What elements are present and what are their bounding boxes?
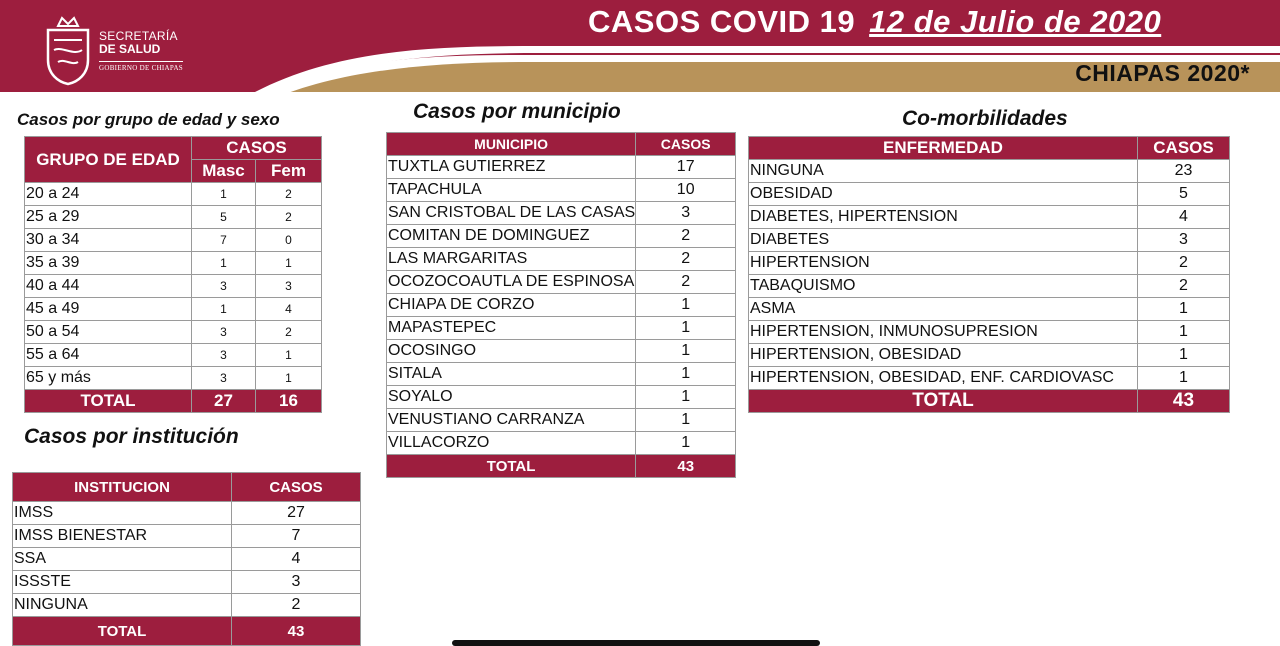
table-row xyxy=(25,344,322,367)
table-row xyxy=(749,275,1230,298)
municipio-name-cell: LAS MARGARITAS xyxy=(387,248,636,271)
table-row xyxy=(749,298,1230,321)
municipio-name-cell: SAN CRISTOBAL DE LAS CASAS xyxy=(387,202,636,225)
table-row xyxy=(13,548,361,571)
table-row xyxy=(13,571,361,594)
comorbilidades-table xyxy=(748,136,1230,413)
institucion-name-cell: IMSS BIENESTAR xyxy=(13,525,232,548)
table-row xyxy=(387,340,736,363)
table-row xyxy=(749,183,1230,206)
masc-cell: 7 xyxy=(192,229,256,252)
municipio-name-cell: VILLACORZO xyxy=(387,432,636,455)
cases-cell: 27 xyxy=(232,502,361,525)
cases-cell: 1 xyxy=(636,317,736,340)
enfermedad-name-cell: DIABETES xyxy=(749,229,1138,252)
col-institucion: INSTITUCION xyxy=(13,473,232,502)
table-row xyxy=(749,160,1230,183)
table-row xyxy=(13,525,361,548)
table-row xyxy=(13,502,361,525)
cases-cell: 17 xyxy=(636,156,736,179)
fem-cell: 2 xyxy=(256,321,322,344)
age-group-cell: 25 a 29 xyxy=(25,206,192,229)
cases-cell: 10 xyxy=(636,179,736,202)
enfermedad-name-cell: TABAQUISMO xyxy=(749,275,1138,298)
fem-cell: 4 xyxy=(256,298,322,321)
comorbilidades-total-label: TOTAL xyxy=(749,390,1138,413)
comorbilidades-total: 43 xyxy=(1138,390,1230,413)
col-masc: Masc xyxy=(192,160,256,183)
municipio-name-cell: VENUSTIANO CARRANZA xyxy=(387,409,636,432)
cases-cell: 7 xyxy=(232,525,361,548)
age-group-cell: 30 a 34 xyxy=(25,229,192,252)
table-row xyxy=(25,229,322,252)
col-age-group: GRUPO DE EDAD xyxy=(25,137,192,183)
title-text: CASOS COVID 19 xyxy=(588,4,856,39)
masc-cell: 1 xyxy=(192,183,256,206)
municipio-total-label: TOTAL xyxy=(387,455,636,478)
age-group-cell: 20 a 24 xyxy=(25,183,192,206)
enfermedad-name-cell: NINGUNA xyxy=(749,160,1138,183)
age-total-row xyxy=(25,390,322,413)
comorbilidades-heading: Co-morbilidades xyxy=(902,107,1068,130)
municipio-heading: Casos por municipio xyxy=(413,100,621,123)
cases-cell: 1 xyxy=(1138,298,1230,321)
institucion-table xyxy=(12,472,361,646)
age-total-masc: 27 xyxy=(192,390,256,413)
table-row xyxy=(387,179,736,202)
table-row xyxy=(749,344,1230,367)
municipio-name-cell: TAPACHULA xyxy=(387,179,636,202)
col-enfermedad: ENFERMEDAD xyxy=(749,137,1138,160)
municipio-name-cell: MAPASTEPEC xyxy=(387,317,636,340)
col-municipio: MUNICIPIO xyxy=(387,133,636,156)
table-row xyxy=(749,229,1230,252)
cases-cell: 1 xyxy=(636,340,736,363)
table-row xyxy=(25,298,322,321)
table-row xyxy=(749,321,1230,344)
table-row xyxy=(749,206,1230,229)
cases-cell: 3 xyxy=(1138,229,1230,252)
municipio-name-cell: CHIAPA DE CORZO xyxy=(387,294,636,317)
cases-cell: 3 xyxy=(636,202,736,225)
age-total-label: TOTAL xyxy=(25,390,192,413)
age-group-cell: 55 a 64 xyxy=(25,344,192,367)
table-row xyxy=(25,252,322,275)
age-sex-table xyxy=(24,136,322,413)
enfermedad-name-cell: HIPERTENSION, OBESIDAD xyxy=(749,344,1138,367)
col-municipio-cases: CASOS xyxy=(636,133,736,156)
enfermedad-name-cell: DIABETES, HIPERTENSION xyxy=(749,206,1138,229)
col-fem: Fem xyxy=(256,160,322,183)
page-subtitle: CHIAPAS 2020* xyxy=(1075,60,1250,86)
table-row xyxy=(25,183,322,206)
institucion-name-cell: SSA xyxy=(13,548,232,571)
table-row xyxy=(387,317,736,340)
comorbilidades-total-row xyxy=(749,390,1230,413)
header-banner xyxy=(0,0,1280,100)
cases-cell: 1 xyxy=(1138,321,1230,344)
cases-cell: 1 xyxy=(636,363,736,386)
table-row xyxy=(387,202,736,225)
table-row xyxy=(387,225,736,248)
age-total-fem: 16 xyxy=(256,390,322,413)
enfermedad-name-cell: HIPERTENSION, INMUNOSUPRESION xyxy=(749,321,1138,344)
age-sex-heading: Casos por grupo de edad y sexo xyxy=(17,110,280,129)
shield-logo-icon xyxy=(44,16,92,86)
table-row xyxy=(749,367,1230,390)
municipio-name-cell: OCOSINGO xyxy=(387,340,636,363)
municipio-table xyxy=(386,132,736,478)
institucion-total-label: TOTAL xyxy=(13,617,232,646)
table-row xyxy=(25,206,322,229)
cases-cell: 2 xyxy=(232,594,361,617)
logo-line1: SECRETARÍA xyxy=(99,29,178,43)
col-enfermedad-cases: CASOS xyxy=(1138,137,1230,160)
institucion-name-cell: ISSSTE xyxy=(13,571,232,594)
table-row xyxy=(25,275,322,298)
masc-cell: 3 xyxy=(192,367,256,390)
table-row xyxy=(387,409,736,432)
masc-cell: 3 xyxy=(192,275,256,298)
table-row xyxy=(387,386,736,409)
masc-cell: 3 xyxy=(192,344,256,367)
fem-cell: 1 xyxy=(256,344,322,367)
fem-cell: 0 xyxy=(256,229,322,252)
cases-cell: 2 xyxy=(1138,252,1230,275)
logo-line3: GOBIERNO DE CHIAPAS xyxy=(99,61,183,72)
col-cases: CASOS xyxy=(192,137,322,160)
table-row xyxy=(25,321,322,344)
cases-cell: 1 xyxy=(636,294,736,317)
table-row xyxy=(387,432,736,455)
cases-cell: 1 xyxy=(1138,367,1230,390)
cases-cell: 1 xyxy=(636,409,736,432)
municipio-name-cell: COMITAN DE DOMINGUEZ xyxy=(387,225,636,248)
col-institucion-cases: CASOS xyxy=(232,473,361,502)
table-row xyxy=(387,294,736,317)
logo-text xyxy=(99,30,183,73)
table-row xyxy=(387,271,736,294)
cases-cell: 1 xyxy=(1138,344,1230,367)
municipio-total-row xyxy=(387,455,736,478)
municipio-name-cell: TUXTLA GUTIERREZ xyxy=(387,156,636,179)
fem-cell: 1 xyxy=(256,252,322,275)
institucion-name-cell: IMSS xyxy=(13,502,232,525)
table-row xyxy=(387,363,736,386)
fem-cell: 3 xyxy=(256,275,322,298)
table-row xyxy=(387,248,736,271)
institucion-heading: Casos por institución xyxy=(24,425,239,448)
fem-cell: 1 xyxy=(256,367,322,390)
institucion-name-cell: NINGUNA xyxy=(13,594,232,617)
cases-cell: 5 xyxy=(1138,183,1230,206)
page-title xyxy=(588,4,1161,40)
municipio-name-cell: SITALA xyxy=(387,363,636,386)
masc-cell: 1 xyxy=(192,252,256,275)
bottom-scroll-bar xyxy=(452,640,820,646)
age-group-cell: 45 a 49 xyxy=(25,298,192,321)
enfermedad-name-cell: ASMA xyxy=(749,298,1138,321)
table-row xyxy=(749,252,1230,275)
table-row xyxy=(13,594,361,617)
municipio-name-cell: OCOZOCOAUTLA DE ESPINOSA xyxy=(387,271,636,294)
municipio-name-cell: SOYALO xyxy=(387,386,636,409)
masc-cell: 5 xyxy=(192,206,256,229)
enfermedad-name-cell: OBESIDAD xyxy=(749,183,1138,206)
title-date: 12 de Julio de 2020 xyxy=(869,4,1162,39)
cases-cell: 2 xyxy=(636,271,736,294)
cases-cell: 4 xyxy=(232,548,361,571)
cases-cell: 3 xyxy=(232,571,361,594)
age-group-cell: 40 a 44 xyxy=(25,275,192,298)
age-group-cell: 50 a 54 xyxy=(25,321,192,344)
municipio-total: 43 xyxy=(636,455,736,478)
age-group-cell: 35 a 39 xyxy=(25,252,192,275)
logo-line2: DE SALUD xyxy=(99,41,161,56)
masc-cell: 1 xyxy=(192,298,256,321)
fem-cell: 2 xyxy=(256,183,322,206)
cases-cell: 2 xyxy=(636,248,736,271)
table-row xyxy=(25,367,322,390)
age-group-cell: 65 y más xyxy=(25,367,192,390)
institucion-total: 43 xyxy=(232,617,361,646)
enfermedad-name-cell: HIPERTENSION xyxy=(749,252,1138,275)
fem-cell: 2 xyxy=(256,206,322,229)
enfermedad-name-cell: HIPERTENSION, OBESIDAD, ENF. CARDIOVASC xyxy=(749,367,1138,390)
cases-cell: 1 xyxy=(636,432,736,455)
cases-cell: 1 xyxy=(636,386,736,409)
cases-cell: 23 xyxy=(1138,160,1230,183)
masc-cell: 3 xyxy=(192,321,256,344)
institucion-total-row xyxy=(13,617,361,646)
cases-cell: 2 xyxy=(636,225,736,248)
table-row xyxy=(387,156,736,179)
cases-cell: 2 xyxy=(1138,275,1230,298)
cases-cell: 4 xyxy=(1138,206,1230,229)
